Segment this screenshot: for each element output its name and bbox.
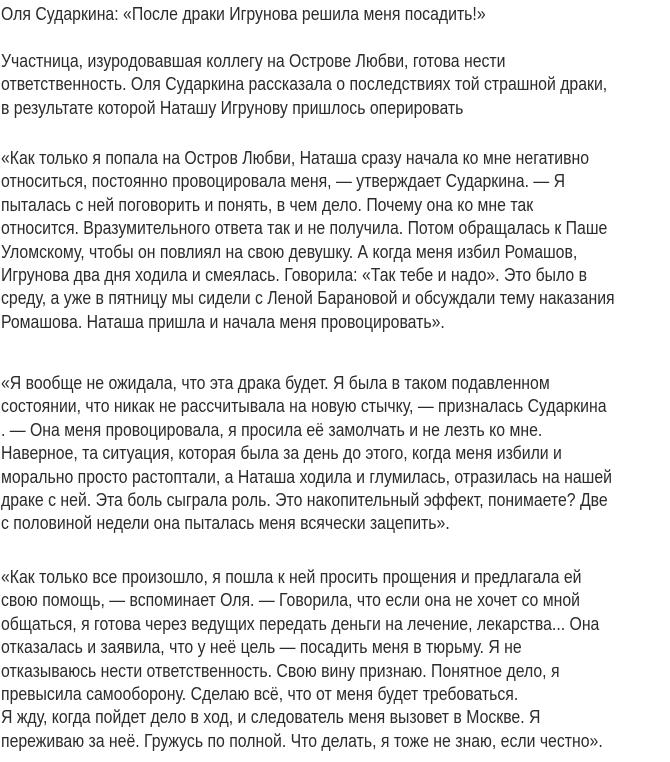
paragraph-line: отказываюсь нести ответственность. Свою вину признаю. Понятное дело, я [1, 659, 560, 681]
quote-paragraph-1 [1, 146, 615, 333]
paragraph-line: среду, а уже в пятницу мы сидели с Леной Барановой и обсуждали тему наказания [1, 287, 615, 309]
paragraph-line: «Как только все произошло, я пошла к ней просить прощения и предлагала ей [1, 566, 582, 587]
paragraph-line: «Я вообще не ожидала, что эта драка будет. Я была в таком подавленном [1, 372, 550, 393]
paragraph-line: Наверное, та ситуация, которая была за день до этого, когда меня избили и [1, 442, 562, 464]
paragraph-line: превысила самооборону. Сделаю всё, что от меня будет требоваться. [1, 683, 519, 705]
paragraph-line: состоянии, что никак не рассчитывала на новую стычку, — призналась Сударкина [1, 395, 607, 417]
paragraph-line: относится. Вразумительного ответа так и не получила. Потом обращалась к Паше [1, 217, 608, 239]
paragraph-line: свою помощь, — вспоминает Оля. — Говорила, что если она не хочет со мной [1, 589, 580, 611]
paragraph-line: ответственность. Оля Сударкина рассказала о последствиях той страшной драки, [1, 73, 608, 95]
article-title [1, 2, 486, 25]
paragraph-line: Я жду, когда пойдет дело в ход, и следователь меня вызовет в Москве. Я [1, 706, 541, 728]
paragraph-line: Игрунова два дня ходила и смеялась. Говорила: «Так тебе и надо». Это было в [1, 264, 588, 286]
paragraph-line: «Как только я попала на Остров Любви, Наташа сразу начала ко мне негативно [1, 147, 590, 168]
paragraph-line: относиться, постоянно провоцировала меня, — утверждает Сударкина. — Я [1, 170, 566, 192]
paragraph-line: . — Она меня провоцировала, я просила её замолчать и не лезть ко мне. [1, 418, 543, 440]
paragraph-line: Участница, изуродовавшая коллегу на Острове Любви, готова нести [1, 50, 506, 71]
paragraph-line: в результате которой Наташу Игрунову пришлось оперировать [1, 96, 464, 118]
quote-paragraph-2 [1, 371, 612, 535]
paragraph-line: морально просто растоптали, а Наташа ходила и глумилась, отразилась на нашей [1, 465, 612, 487]
title-text: Оля Сударкина: «После драки Игрунова решила меня посадить!» [1, 3, 486, 24]
paragraph-line: пыталась с ней поговорить и понять, в чем дело. Почему она ко мне так [1, 193, 534, 215]
paragraph-line: драке с ней. Эта боль сыграла роль. Это накопительный эффект, понимаете? Две [1, 489, 608, 511]
paragraph-line: с половиной недели она пыталась меня всячески зацепить». [1, 512, 450, 534]
paragraph-line: Уломскому, чтобы он повлиял на свою девушку. А когда меня избил Ромашов, [1, 240, 578, 262]
paragraph-line: общаться, я готова через ведущих передать деньги на лечение, лекарства... Она [1, 612, 600, 634]
paragraph-line: переживаю за неё. Гружусь по полной. Что делать, я тоже не знаю, если честно». [1, 729, 603, 751]
quote-paragraph-3 [1, 565, 603, 752]
lead-paragraph [1, 49, 607, 119]
paragraph-line: отказалась и заявила, что у неё цель — посадить меня в тюрьму. Я не [1, 636, 522, 658]
paragraph-line: Ромашова. Наташа пришла и начала меня провоцировать». [1, 310, 445, 332]
